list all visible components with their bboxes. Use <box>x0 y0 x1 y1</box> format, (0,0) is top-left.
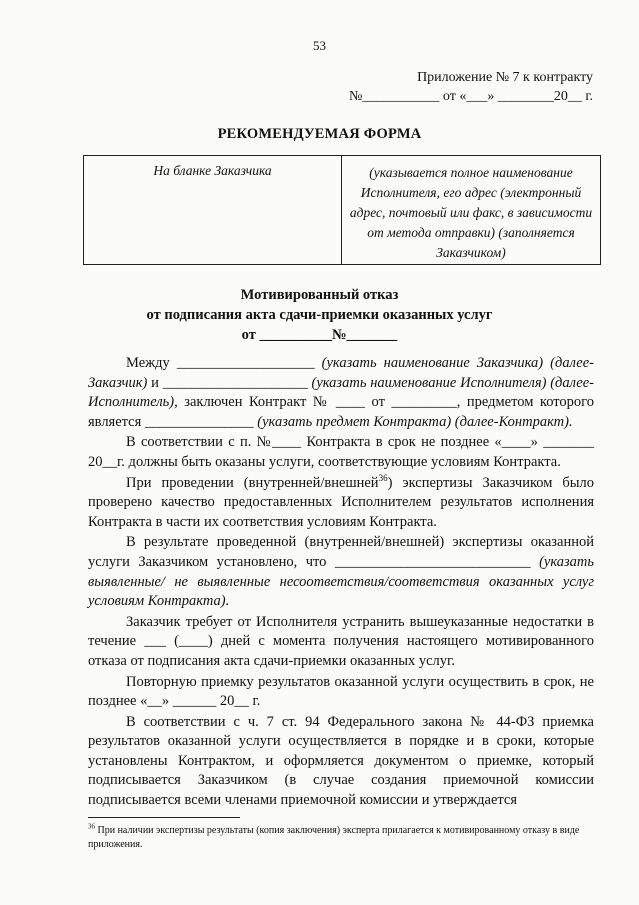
appendix-line-2: №___________ от «___» ________20__ г. <box>349 89 593 104</box>
footnote-number: 36 <box>88 822 95 831</box>
paragraph-5: Заказчик требует от Исполнителя устранить вышеуказанные недостатки в течение ___ (____) дней с момента получения настоящего мотивированного отказа от подписания акта сдачи-приемки оказанных услуг. <box>88 613 594 669</box>
title-line-2: от подписания акта сдачи-приемки оказанных услуг <box>146 307 493 323</box>
table-divider <box>341 156 342 264</box>
header-table-right-cell: (указывается полное наименование Исполнителя, его адрес (электронный адрес, почтовый или факс, в зависимости от метода отправки) (заполняется Заказчиком) <box>349 165 593 260</box>
document-body <box>88 354 594 811</box>
p4-italic-b: (указать выявленные/ не выявленные несоответствия/соответствия оказанных услуг условиям Контракта). <box>88 553 594 610</box>
p1-text-e: заключен Контракт № ____ от _________, предметом которого является _______________ <box>88 394 594 430</box>
paragraph-2: В соответствии с п. №____ Контракта в срок не позднее «____» _______ 20__г. должны быть оказаны услуги, соответствующие условиям Контракта. <box>88 434 594 470</box>
paragraph-1 <box>88 354 594 432</box>
p3-text-b: ) экспертизы Заказчиком было проверено качество предоставленных Исполнителем результатов исполнения Контракта в части их соответствия условиям Контракта. <box>88 474 594 530</box>
paragraph-7: В соответствии с ч. 7 ст. 94 Федерального закона № 44-ФЗ приемка результатов оказанной услуги осуществляется в порядке и в сроки, которые установлены Контрактом, и оформляется документом о приемке, который подписывается Заказчиком (в случае создания приемочной комиссии подписывается всеми членами приемочной комиссии и утверждается <box>88 713 594 809</box>
p1-italic-d: (указать наименование Исполнителя) (далее-Исполнитель), <box>88 374 594 411</box>
paragraph-3 <box>88 474 594 533</box>
footnote-text: При наличии экспертизы результаты (копия заключения) эксперта прилагается к мотивированному отказу в виде приложения. <box>88 825 580 850</box>
title-line-1: Мотивированный отказ <box>240 287 399 303</box>
p1-text-c: и ____________________ <box>147 374 312 391</box>
p1-italic-f: (указать предмет Контракта) (далее-Контракт). <box>257 413 573 430</box>
document-title <box>0 285 639 345</box>
p4-text-a: В результате проведенной (внутренней/внешней) экспертизы оказанной услуги Заказчиком установлено, что ___________________________ <box>88 534 594 570</box>
paragraph-4 <box>88 533 594 611</box>
header-table-left-cell: На бланке Заказчика <box>153 163 272 178</box>
p1-italic-b: (указать наименование Заказчика) (далее-Заказчик) <box>88 355 594 391</box>
paragraph-6: Повторную приемку результатов оказанной услуги осуществить в срок, не позднее «__» ______ 20__ г. <box>88 673 594 710</box>
p1-text-a: Между ___________________ <box>126 355 322 371</box>
footnote-separator <box>88 817 240 818</box>
appendix-line-1: Приложение № 7 к контракту <box>417 70 593 85</box>
footnote <box>88 824 594 852</box>
page-number: 53 <box>313 38 326 53</box>
recommended-form-heading: РЕКОМЕНДУЕМАЯ ФОРМА <box>217 126 422 142</box>
p3-text-a: При проведении (внутренней/внешней <box>126 474 379 491</box>
footnote-ref-36: 36 <box>378 472 388 483</box>
header-table <box>83 155 601 265</box>
title-line-3: от __________№_______ <box>241 327 398 343</box>
